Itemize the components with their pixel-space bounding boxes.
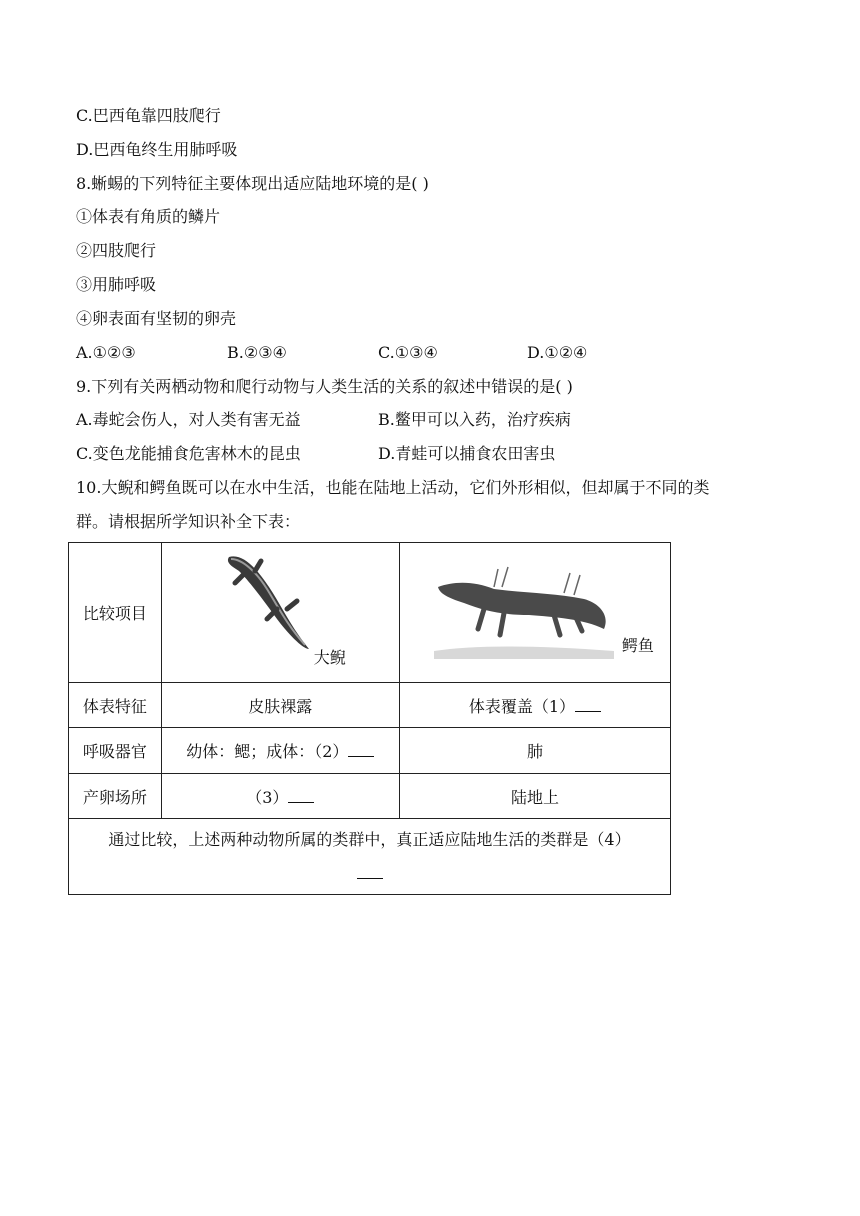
- q8-item-1: ①体表有角质的鳞片: [76, 207, 221, 226]
- footer-cell: [69, 819, 671, 895]
- q8-item-4: ④卵表面有坚韧的卵壳: [76, 309, 237, 328]
- row-label-text: 体表特征: [82, 696, 147, 716]
- table-cell: [161, 683, 399, 728]
- q8-item-2: ②四肢爬行: [76, 241, 157, 260]
- crocodile-image: [434, 559, 614, 659]
- q9-option-b: B.鳖甲可以入药，治疗疾病: [378, 410, 571, 429]
- row-label: [69, 774, 162, 819]
- row-label: [69, 683, 162, 728]
- q9-option-a: A.毒蛇会伤人，对人类有害无益: [76, 410, 301, 429]
- q8-option-c: C.①③④: [378, 343, 438, 362]
- q7-option-d: D.巴西龟终生用肺呼吸: [76, 140, 238, 159]
- row-label: [69, 728, 162, 774]
- q9-option-d: D.青蛙可以捕食农田害虫: [378, 444, 556, 463]
- question-10-line-1: 10.大鲵和鳄鱼既可以在水中生活，也能在陆地上活动，它们外形相似，但却属于不同的类: [76, 478, 710, 497]
- salamander-cell: [161, 543, 399, 683]
- q8-item-3: ③用肺呼吸: [76, 275, 157, 294]
- q8-option-a: A.①②③: [76, 343, 136, 362]
- salamander-caption: 大鲵: [313, 648, 346, 667]
- cell-text: 幼体：鳃；成体：（2）: [186, 742, 349, 761]
- answer-blank: [348, 742, 374, 757]
- cell-text: （3）: [246, 787, 289, 807]
- table-cell: [399, 683, 670, 728]
- salamander-image: [217, 549, 327, 659]
- table-cell: [399, 774, 670, 819]
- q9-option-c: C.变色龙能捕食危害林木的昆虫: [76, 444, 301, 463]
- header-label: 比较项目: [82, 604, 147, 623]
- question-10-line-2: 群。请根据所学知识补全下表：: [76, 512, 301, 531]
- cell-text: 皮肤裸露: [248, 696, 313, 716]
- crocodile-cell: [399, 543, 670, 683]
- crocodile-caption: 鳄鱼: [621, 636, 654, 655]
- table-cell: [161, 774, 399, 819]
- q8-option-b: B.②③④: [227, 343, 287, 362]
- q7-option-c: C.巴西龟靠四肢爬行: [76, 106, 221, 125]
- cell-text: 陆地上: [510, 787, 559, 807]
- q8-option-d: D.①②④: [527, 343, 588, 362]
- row-label-text: 产卵场所: [82, 787, 147, 807]
- footer-text: 通过比较，上述两种动物所属的类群中，真正适应陆地生活的类群是（4）: [108, 829, 631, 849]
- row-label-text: 呼吸器官: [82, 742, 147, 761]
- cell-text: 体表覆盖（1）: [468, 696, 576, 716]
- table-cell: [161, 728, 399, 774]
- answer-blank: [357, 864, 383, 879]
- answer-blank: [575, 697, 601, 712]
- table-cell: [399, 728, 670, 774]
- cell-text: 肺: [526, 742, 543, 761]
- question-9: 9.下列有关两栖动物和爬行动物与人类生活的关系的叙述中错误的是( ): [76, 377, 573, 396]
- header-cell: [69, 543, 162, 683]
- comparison-table: [68, 542, 671, 895]
- answer-blank: [288, 788, 314, 803]
- question-8: 8.蜥蜴的下列特征主要体现出适应陆地环境的是( ): [76, 174, 429, 193]
